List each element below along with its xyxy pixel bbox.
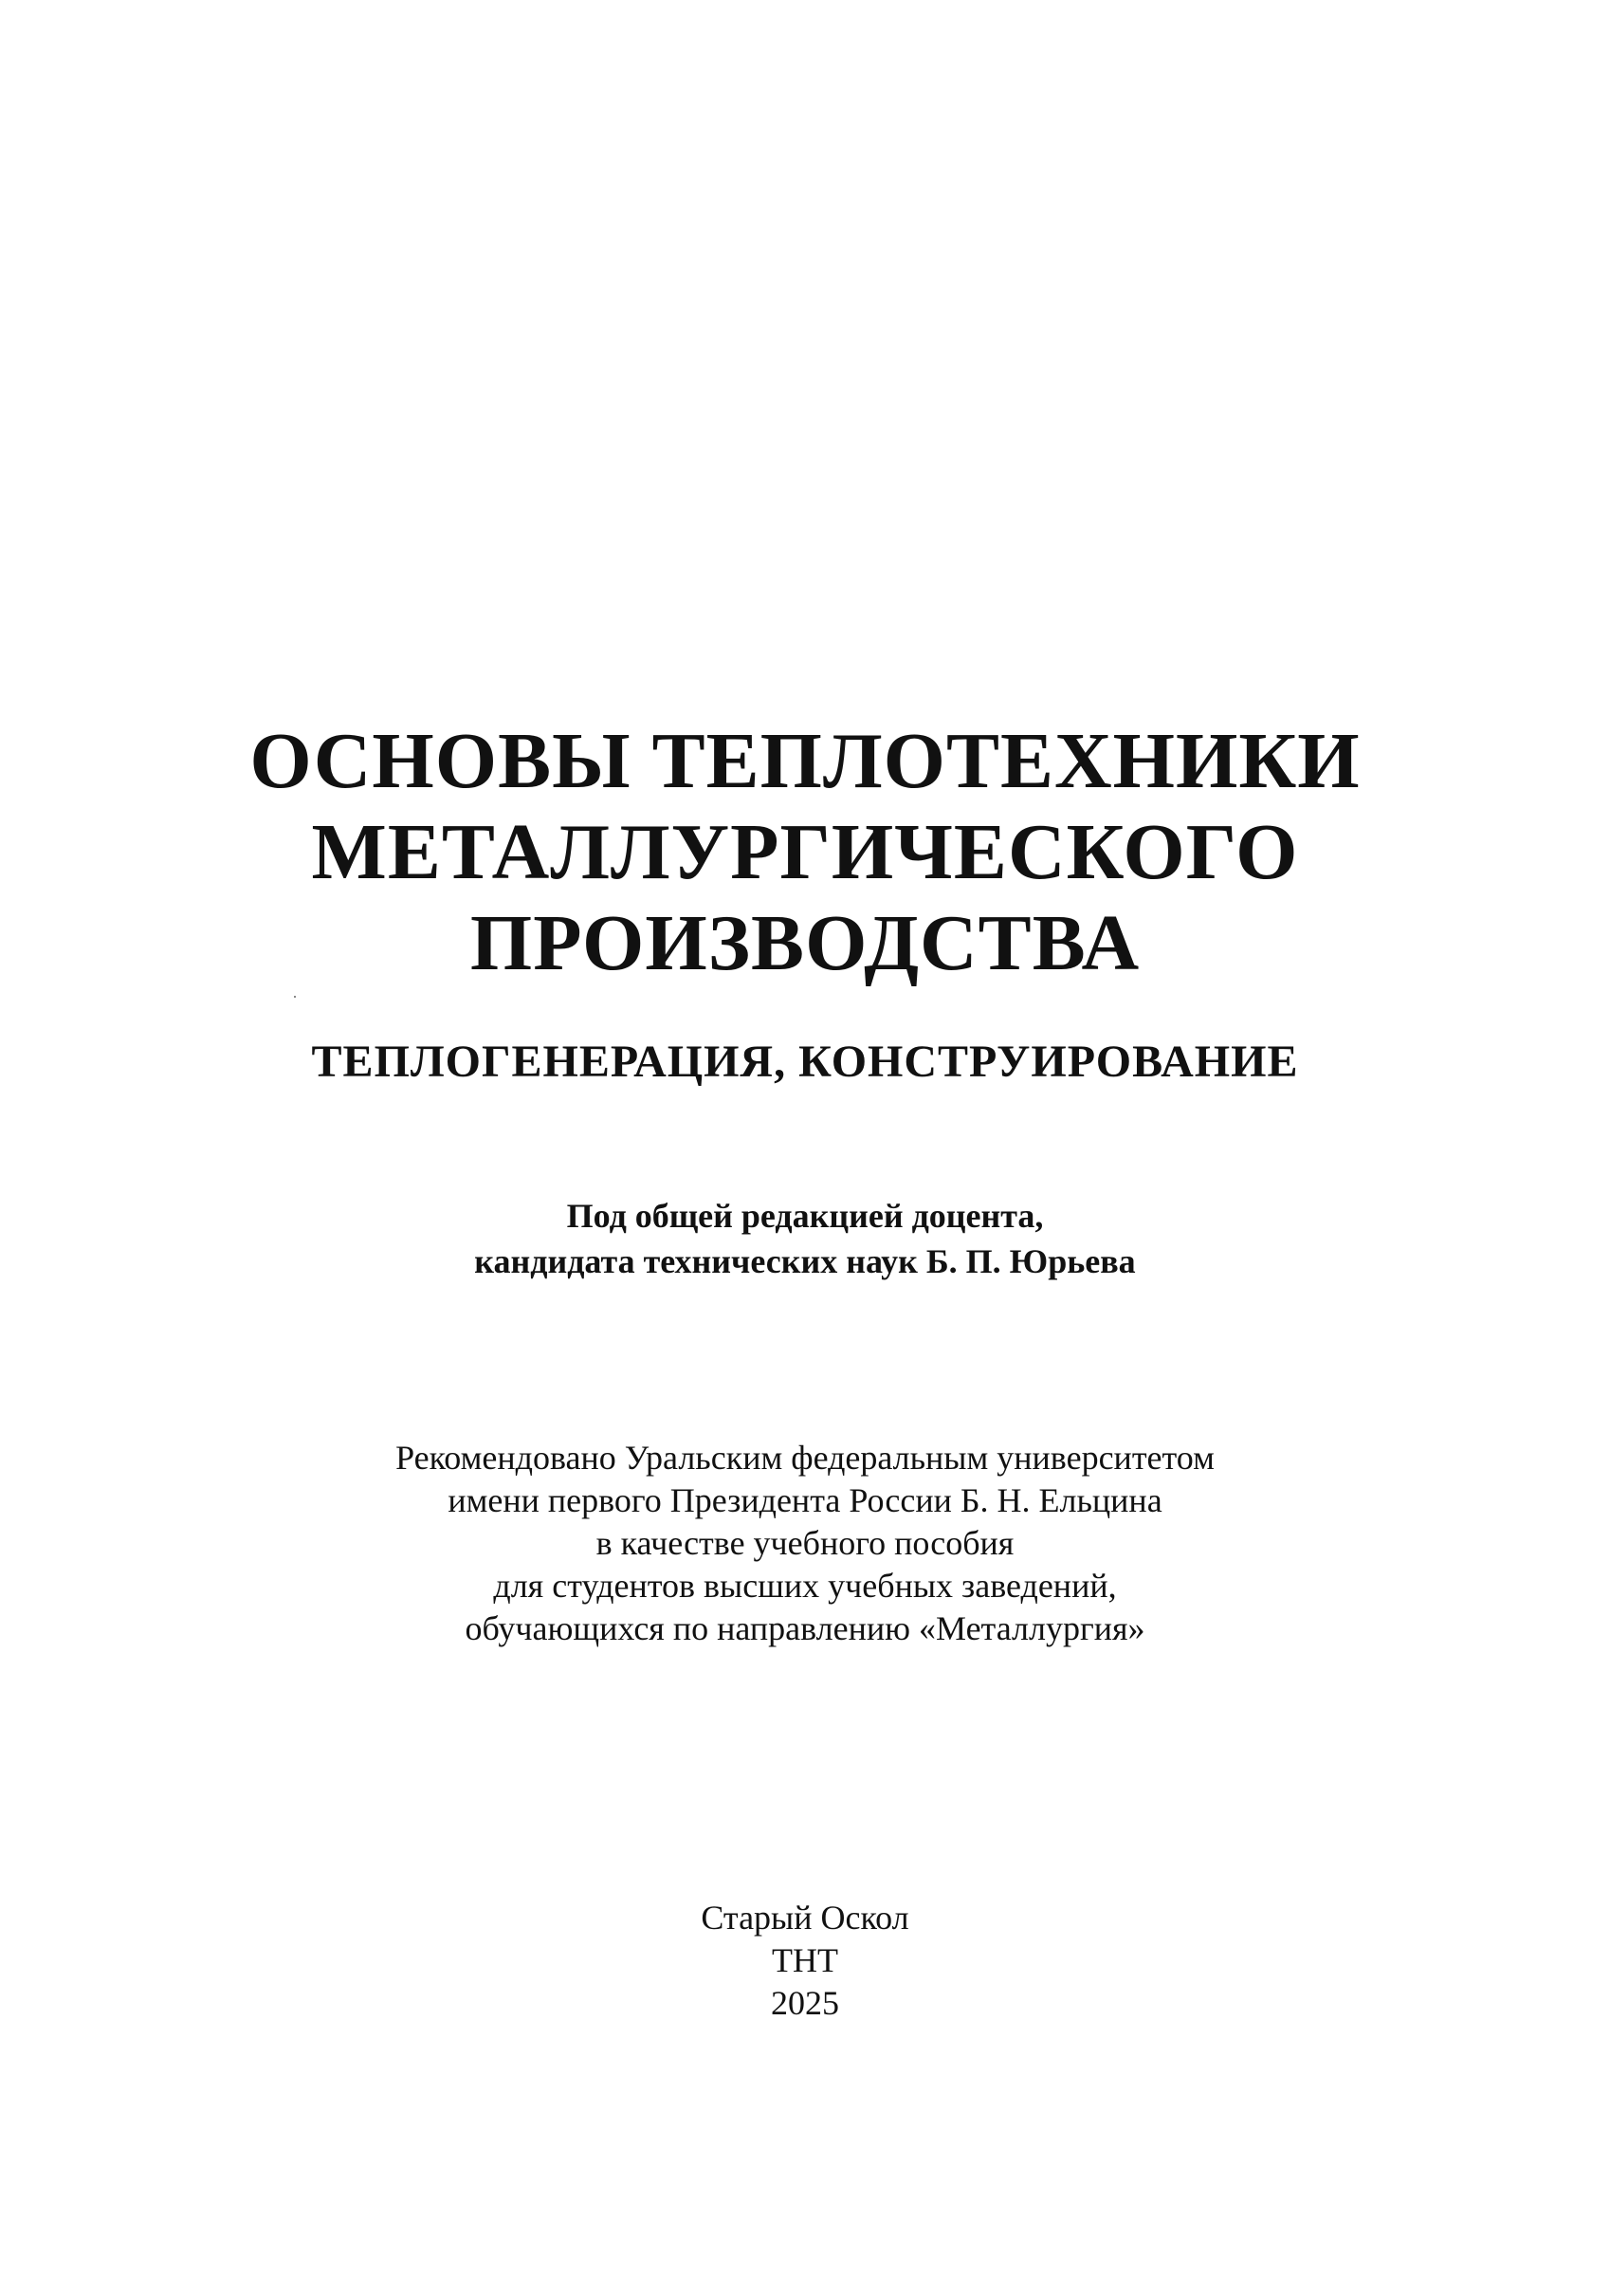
editor-line-2: кандидата технических наук Б. П. Юрьева [474, 1242, 1136, 1280]
imprint [0, 1897, 1610, 2025]
imprint-city: Старый Оскол [701, 1899, 909, 1937]
imprint-year: 2025 [771, 1984, 839, 2022]
editor-credit [0, 1193, 1610, 1284]
recommendation-line-2: имени первого Президента России Б. Н. Ельцина [448, 1481, 1162, 1519]
title-line-3: ПРОИЗВОДСТВА [469, 899, 1141, 987]
title-line-2: МЕТАЛЛУРГИЧЕСКОГО [311, 808, 1299, 896]
recommendation-line-3: в качестве учебного пособия [595, 1524, 1015, 1562]
scan-speck [294, 996, 296, 998]
recommendation-line-1: Рекомендовано Уральским федеральным университетом [395, 1439, 1215, 1477]
book-subtitle: ТЕПЛОГЕНЕРАЦИЯ, КОНСТРУИРОВАНИЕ [311, 1037, 1299, 1087]
book-title [0, 716, 1610, 989]
title-line-1: ОСНОВЫ ТЕПЛОТЕХНИКИ [249, 717, 1361, 805]
editor-line-1: Под общей редакцией доцента, [566, 1197, 1044, 1235]
recommendation-note [0, 1437, 1610, 1650]
recommendation-line-4: для студентов высших учебных заведений, [493, 1567, 1117, 1605]
recommendation-line-5: обучающихся по направлению «Металлургия» [465, 1609, 1145, 1647]
imprint-publisher: ТНТ [772, 1941, 838, 1979]
